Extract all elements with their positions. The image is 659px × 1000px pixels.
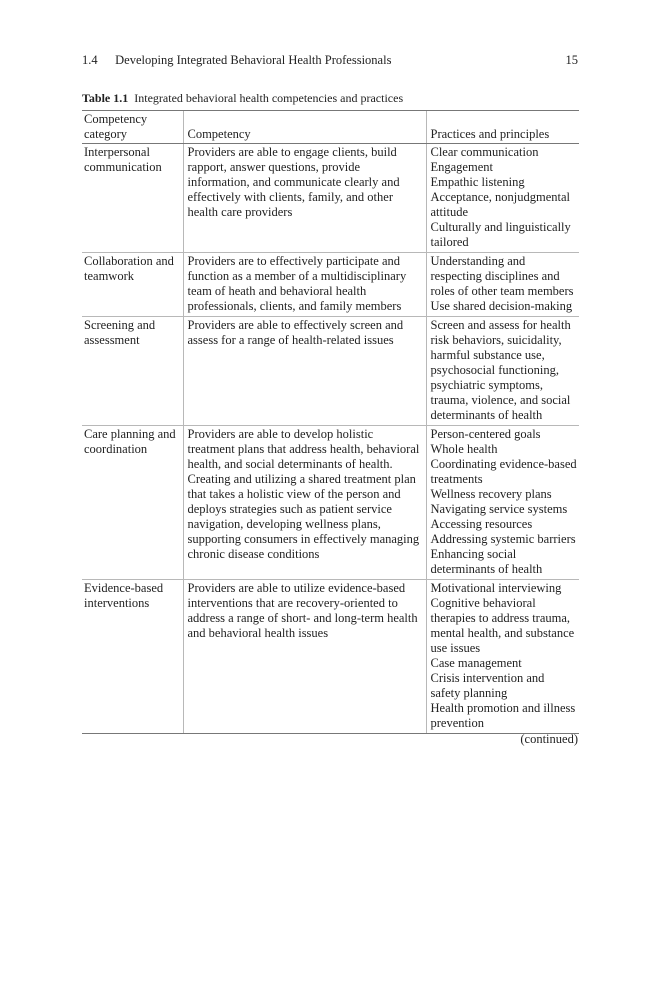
practice-item: Coordinating evidence-based treatments — [430, 457, 577, 486]
row-competency: Providers are able to develop holistic treatment plans that address health, behavioral health, and social determinants of health. Creating and utilizing a shared treatment plan that takes a holistic view of the person and deploys strategies such as patient service navigation, developing wellness plans, supporting consumers in effectively managing chronic disease conditions — [183, 426, 426, 580]
row-category: Screening and assessment — [82, 317, 183, 426]
practice-item: Case management — [430, 656, 522, 670]
practice-item: Addressing systemic barriers — [430, 532, 576, 546]
row-practices — [426, 426, 579, 580]
row-competency: Providers are to effectively participate and function as a member of a multidisciplinary team of heath and behavioral health professionals, clients, and family members — [183, 253, 426, 317]
practice-item: Acceptance, nonjudgmental attitude — [430, 190, 571, 219]
table-header-row — [82, 111, 579, 144]
competency-table — [82, 110, 579, 734]
header-competency: Competency — [183, 111, 426, 144]
practice-item: Navigating service systems — [430, 502, 568, 516]
practice-item: Person-centered goals — [430, 427, 541, 441]
table-caption — [82, 91, 403, 106]
row-practices — [426, 144, 579, 253]
row-practices — [426, 317, 579, 426]
running-head — [82, 52, 578, 68]
practice-item: Whole health — [430, 442, 498, 456]
row-competency: Providers are able to engage clients, build rapport, answer questions, provide information, and communicate clearly and effectively with clients, family, and other health care providers — [183, 144, 426, 253]
row-practices — [426, 253, 579, 317]
practice-item: Accessing resources — [430, 517, 533, 531]
table-caption-title: Integrated behavioral health competencies and practices — [134, 91, 404, 105]
practice-item: Culturally and linguistically tailored — [430, 220, 571, 249]
practice-item: Cognitive behavioral therapies to address trauma, mental health, and substance use issues — [430, 596, 575, 655]
table-row — [82, 317, 579, 426]
table-row — [82, 580, 579, 734]
row-category: Collaboration and teamwork — [82, 253, 183, 317]
continued-note: (continued) — [520, 732, 578, 746]
practice-item: Clear communication — [430, 145, 539, 159]
practice-item: Screen and assess for health risk behaviors, suicidality, harmful substance use, psychosocial functioning, psychiatric symptoms, trauma, violence, and social determinants of health — [430, 318, 571, 422]
practice-item: Crisis intervention and safety planning — [430, 671, 545, 700]
header-practices: Practices and principles — [426, 111, 579, 144]
row-category: Care planning and coordination — [82, 426, 183, 580]
table-row — [82, 426, 579, 580]
header-competency-category: Competency category — [82, 111, 183, 144]
practice-item: Health promotion and illness prevention — [430, 701, 576, 730]
page-number: 15 — [565, 53, 578, 67]
table-caption-label: Table 1.1 — [82, 91, 129, 105]
practice-item: Motivational interviewing — [430, 581, 562, 595]
practice-item: Understanding and respecting disciplines and roles of other team members — [430, 254, 574, 298]
table-row — [82, 253, 579, 317]
row-practices — [426, 580, 579, 734]
table-row — [82, 144, 579, 253]
practice-item: Empathic listening — [430, 175, 525, 189]
row-category: Interpersonal communication — [82, 144, 183, 253]
section-title: Developing Integrated Behavioral Health Professionals — [115, 53, 392, 67]
row-category: Evidence-based interventions — [82, 580, 183, 734]
row-competency: Providers are able to effectively screen and assess for a range of health-related issues — [183, 317, 426, 426]
practice-item: Engagement — [430, 160, 493, 174]
practice-item: Use shared decision-making — [430, 299, 573, 313]
practice-item: Wellness recovery plans — [430, 487, 552, 501]
section-number: 1.4 — [82, 53, 98, 67]
practice-item: Enhancing social determinants of health — [430, 547, 543, 576]
row-competency: Providers are able to utilize evidence-based interventions that are recovery-oriented to address a range of short- and long-term health and behavioral health issues — [183, 580, 426, 734]
